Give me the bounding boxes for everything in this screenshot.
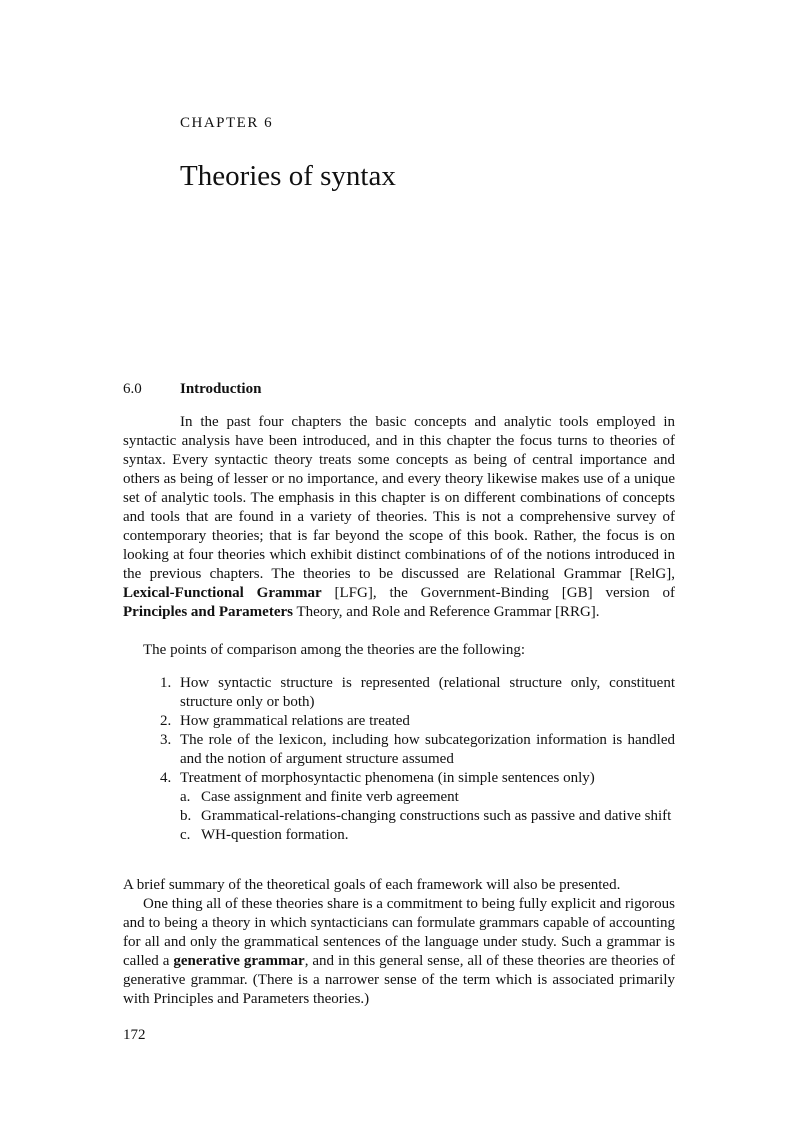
list-item-text: How syntactic structure is represented (relational structure only, constituent structure only or both) <box>180 675 675 710</box>
list-marker: 3. <box>160 732 172 748</box>
list-marker: 2. <box>160 713 172 729</box>
section-heading <box>123 381 261 398</box>
list-item-text: How grammatical relations are treated <box>180 713 410 729</box>
list-marker: 1. <box>160 675 172 691</box>
term-generative-grammar: generative grammar <box>173 953 305 969</box>
chapter-label: CHAPTER 6 <box>180 115 274 131</box>
comparison-list <box>160 674 675 845</box>
paragraph-text: In the past four chapters the basic concepts and analytic tools employed in syntactic analysis have been introduced, and in this chapter the focus turns to theories of syntax. Every syntactic theory treats some concepts as being of central importance and others as being of lesser or no importance, and every theory likewise makes use of a unique set of analytic tools. The emphasis in this chapter is on different combinations of concepts and tools that are found in a variety of theories. This is not a comprehensive survey of contemporary theories; that is far beyond the scope of this book. Rather, the focus is on looking at four theories which exhibit distinct combinations of of the notions introduced in the previous chapters. The theories to be discussed are Relational Grammar [RelG], <box>123 414 675 582</box>
comparison-intro-paragraph <box>123 641 675 660</box>
list-item <box>160 731 675 769</box>
list-item-text: The role of the lexicon, including how subcategorization information is handled and the notion of argument structure assumed <box>180 732 675 767</box>
paragraph-text: The points of comparison among the theories are the following: <box>143 642 525 658</box>
term-lfg: Lexical-Functional Grammar <box>123 585 322 601</box>
summary-paragraph <box>123 876 675 895</box>
intro-paragraph <box>123 413 675 622</box>
section-number: 6.0 <box>123 381 142 397</box>
list-subitem-text: Grammatical-relations-changing constructions such as passive and dative shift <box>201 808 672 824</box>
paragraph-text: , and in this general sense, all of these theories are theories of generative grammar. (There is a narrower sense of the term which is associated primarily with Principles and Parameters theories.) <box>123 953 676 1007</box>
list-item <box>160 769 675 788</box>
list-subitem-text: Case assignment and finite verb agreement <box>201 789 459 805</box>
chapter-title: Theories of syntax <box>180 160 396 192</box>
list-item-text: Treatment of morphosyntactic phenomena (in simple sentences only) <box>180 770 595 786</box>
list-subitem <box>160 807 675 826</box>
list-item <box>160 674 675 712</box>
paragraph-text: One thing all of these theories share is a commitment to being fully explicit and rigorous and to being a theory in which syntacticians can formulate grammars capable of accounting for all and only the grammatical sentences of the language under study. Such a grammar is called a <box>123 896 675 969</box>
page-number: 172 <box>123 1027 146 1043</box>
paragraph-text: [LFG], the Government-Binding [GB] version of <box>321 585 675 601</box>
list-subitem-text: WH-question formation. <box>201 827 349 843</box>
generative-grammar-paragraph <box>123 895 675 1009</box>
list-marker: b. <box>180 808 192 824</box>
paragraph-text: A brief summary of the theoretical goals of each framework will also be presented. <box>123 877 621 893</box>
list-subitem <box>160 826 675 845</box>
list-subitem <box>160 788 675 807</box>
paragraph-text: Theory, and Role and Reference Grammar [RRG]. <box>292 604 600 620</box>
list-marker: c. <box>180 827 191 843</box>
list-item <box>160 712 675 731</box>
list-marker: a. <box>180 789 191 805</box>
term-principles-parameters: Principles and Parameters <box>123 604 293 620</box>
list-marker: 4. <box>160 770 172 786</box>
section-title: Introduction <box>180 381 262 397</box>
